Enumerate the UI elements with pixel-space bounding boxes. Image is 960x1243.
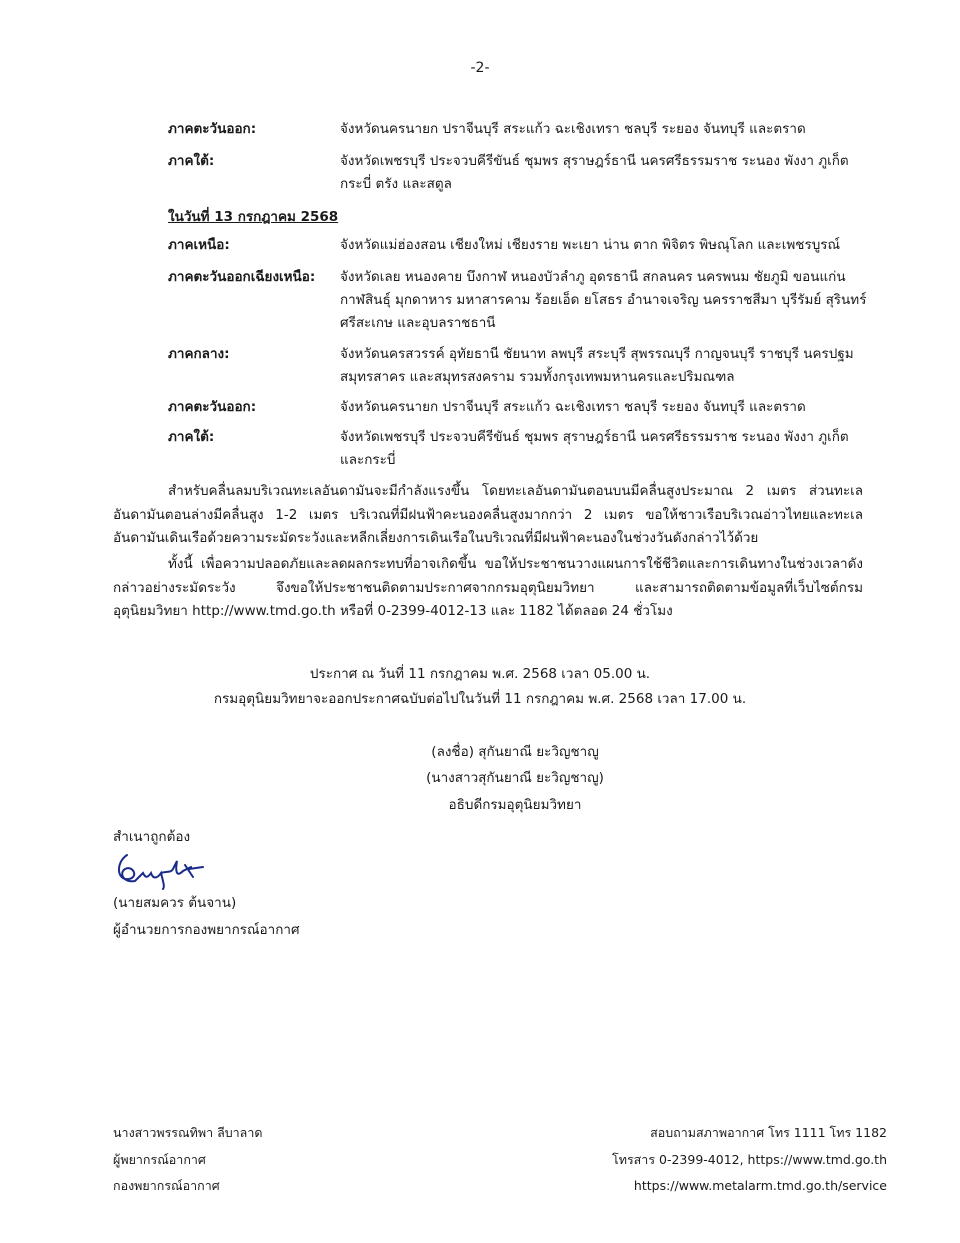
footer-right-line: สอบถามสภาพอากาศ โทร 1111 โทร 1182 (650, 1125, 887, 1140)
region-provinces: จังหวัดเพชรบุรี ประจวบคีรีขันธ์ ชุมพร สุราษฎร์ธานี นครศรีธรรมราช ระนอง พังงา ภูเก็ต กระบี่ ตรัง และสตูล (340, 153, 849, 192)
certified-copy-label: สำเนาถูกต้อง (113, 829, 191, 845)
region-label: ภาคใต้: (168, 153, 215, 169)
region-label: ภาคกลาง: (168, 346, 230, 362)
footer-left-line: ผู้พยากรณ์อากาศ (113, 1151, 206, 1167)
next-announce: กรมอุตุนิยมวิทยาจะออกประกาศฉบับต่อไปในวันที่ 11 กรกฎาคม พ.ศ. 2568 เวลา 17.00 น. (213, 691, 747, 707)
footer-right (612, 1120, 887, 1200)
signature-image (113, 843, 213, 893)
date-heading: ในวันที่ 13 กรกฎาคม 2568 (168, 209, 339, 225)
sea-wave-paragraph: สำหรับคลื่นลมบริเวณทะเลอันดามันจะมีกำลังแรงขึ้น โดยทะเลอันดามันตอนบนมีคลื่นสูงประมาณ 2 เมตร ส่วนทะเลอันดามันตอนล่างมีคลื่นสูง 1-2 เมตร บริเวณที่มีฝนฟ้าคะนองคลื่นสูงมากกว่า 2 เมตร ขอให้ชาวเรือบริเวณอ่าวไทยและทะเลอันดามันเดินเรือด้วยความระมัดระวังและหลีกเลี่ยงการเดินเรือในบริเวณที่มีฝนฟ้าคะนองในช่วงวันดังกล่าวไว้ด้วย (113, 483, 863, 546)
region-label: ภาคเหนือ: (168, 237, 230, 253)
signer-name: (นางสาวสุกันยาณี ยะวิญชาญู) (426, 770, 604, 786)
region-provinces: จังหวัดเลย หนองคาย บึงกาฬ หนองบัวลำภู อุดรธานี สกลนคร นครพนม ชัยภูมิ ขอนแก่น กาฬสินธุ์ มุกดาหาร มหาสารคาม ร้อยเอ็ด ยโสธร อำนาจเจริญ นครราชสีมา บุรีรัมย์ สุรินทร์ ศรีสะเกษ และอุบลราชธานี (340, 269, 867, 331)
region-provinces: จังหวัดแม่ฮ่องสอน เชียงใหม่ เชียงราย พะเยา น่าน ตาก พิจิตร พิษณุโลก และเพชรบูรณ์ (340, 237, 841, 253)
signed-line: (ลงชื่อ) สุกันยาณี ยะวิญชาญู (431, 744, 599, 760)
page-number: -2- (470, 60, 490, 76)
footer-left (113, 1120, 262, 1200)
announce-date: ประกาศ ณ วันที่ 11 กรกฎาคม พ.ศ. 2568 เวลา 05.00 น. (309, 666, 651, 682)
region-provinces: จังหวัดนครสวรรค์ อุทัยธานี ชัยนาท ลพบุรี สระบุรี สุพรรณบุรี กาญจนบุรี ราชบุรี นครปฐม สมุทรสาคร และสมุทรสงคราม รวมทั้งกรุงเทพมหานครและปริมณฑล (340, 346, 854, 385)
footer-left-line: นางสาวพรรณทิพา ลีบาลาด (113, 1125, 263, 1140)
region-provinces: จังหวัดนครนายก ปราจีนบุรี สระแก้ว ฉะเชิงเทรา ชลบุรี ระยอง จันทบุรี และตราด (340, 121, 806, 137)
footer-right-line: โทรสาร 0-2399-4012, https://www.tmd.go.th (612, 1151, 887, 1167)
region-label: ภาคตะวันออก: (168, 399, 257, 415)
signer-title: อธิบดีกรมอุตุนิยมวิทยา (448, 797, 582, 813)
region-label: ภาคตะวันออกเฉียงเหนือ: (168, 269, 316, 285)
region-label: ภาคใต้: (168, 429, 215, 445)
region-provinces: จังหวัดเพชรบุรี ประจวบคีรีขันธ์ ชุมพร สุราษฎร์ธานี นครศรีธรรมราช ระนอง พังงา ภูเก็ต และกระบี่ (340, 429, 849, 468)
region-label: ภาคตะวันออก: (168, 121, 257, 137)
safety-paragraph: ทั้งนี้ เพื่อความปลอดภัยและลดผลกระทบที่อาจเกิดขึ้น ขอให้ประชาชนวางแผนการใช้ชีวิตและการเดินทางในช่วงเวลาดังกล่าวอย่างระมัดระวัง จึงขอให้ประชาชนติดตามประกาศจากกรมอุตุนิยมวิทยา และสามารถติดตามข้อมูลที่เว็บไซต์กรมอุตุนิยมวิทยา http://www.tmd.go.th หรือที่ 0-2399-4012-13 และ 1182 ได้ตลอด 24 ชั่วโมง (113, 556, 863, 619)
footer-left-line: กองพยากรณ์อากาศ (113, 1178, 220, 1193)
footer-right-line: https://www.metalarm.tmd.go.th/service (633, 1178, 887, 1193)
region-provinces: จังหวัดนครนายก ปราจีนบุรี สระแก้ว ฉะเชิงเทรา ชลบุรี ระยอง จันทบุรี และตราด (340, 399, 806, 415)
copy-signer-name: (นายสมควร ต้นจาน) (113, 895, 237, 911)
copy-signer-title: ผู้อำนวยการกองพยากรณ์อากาศ (113, 922, 300, 938)
